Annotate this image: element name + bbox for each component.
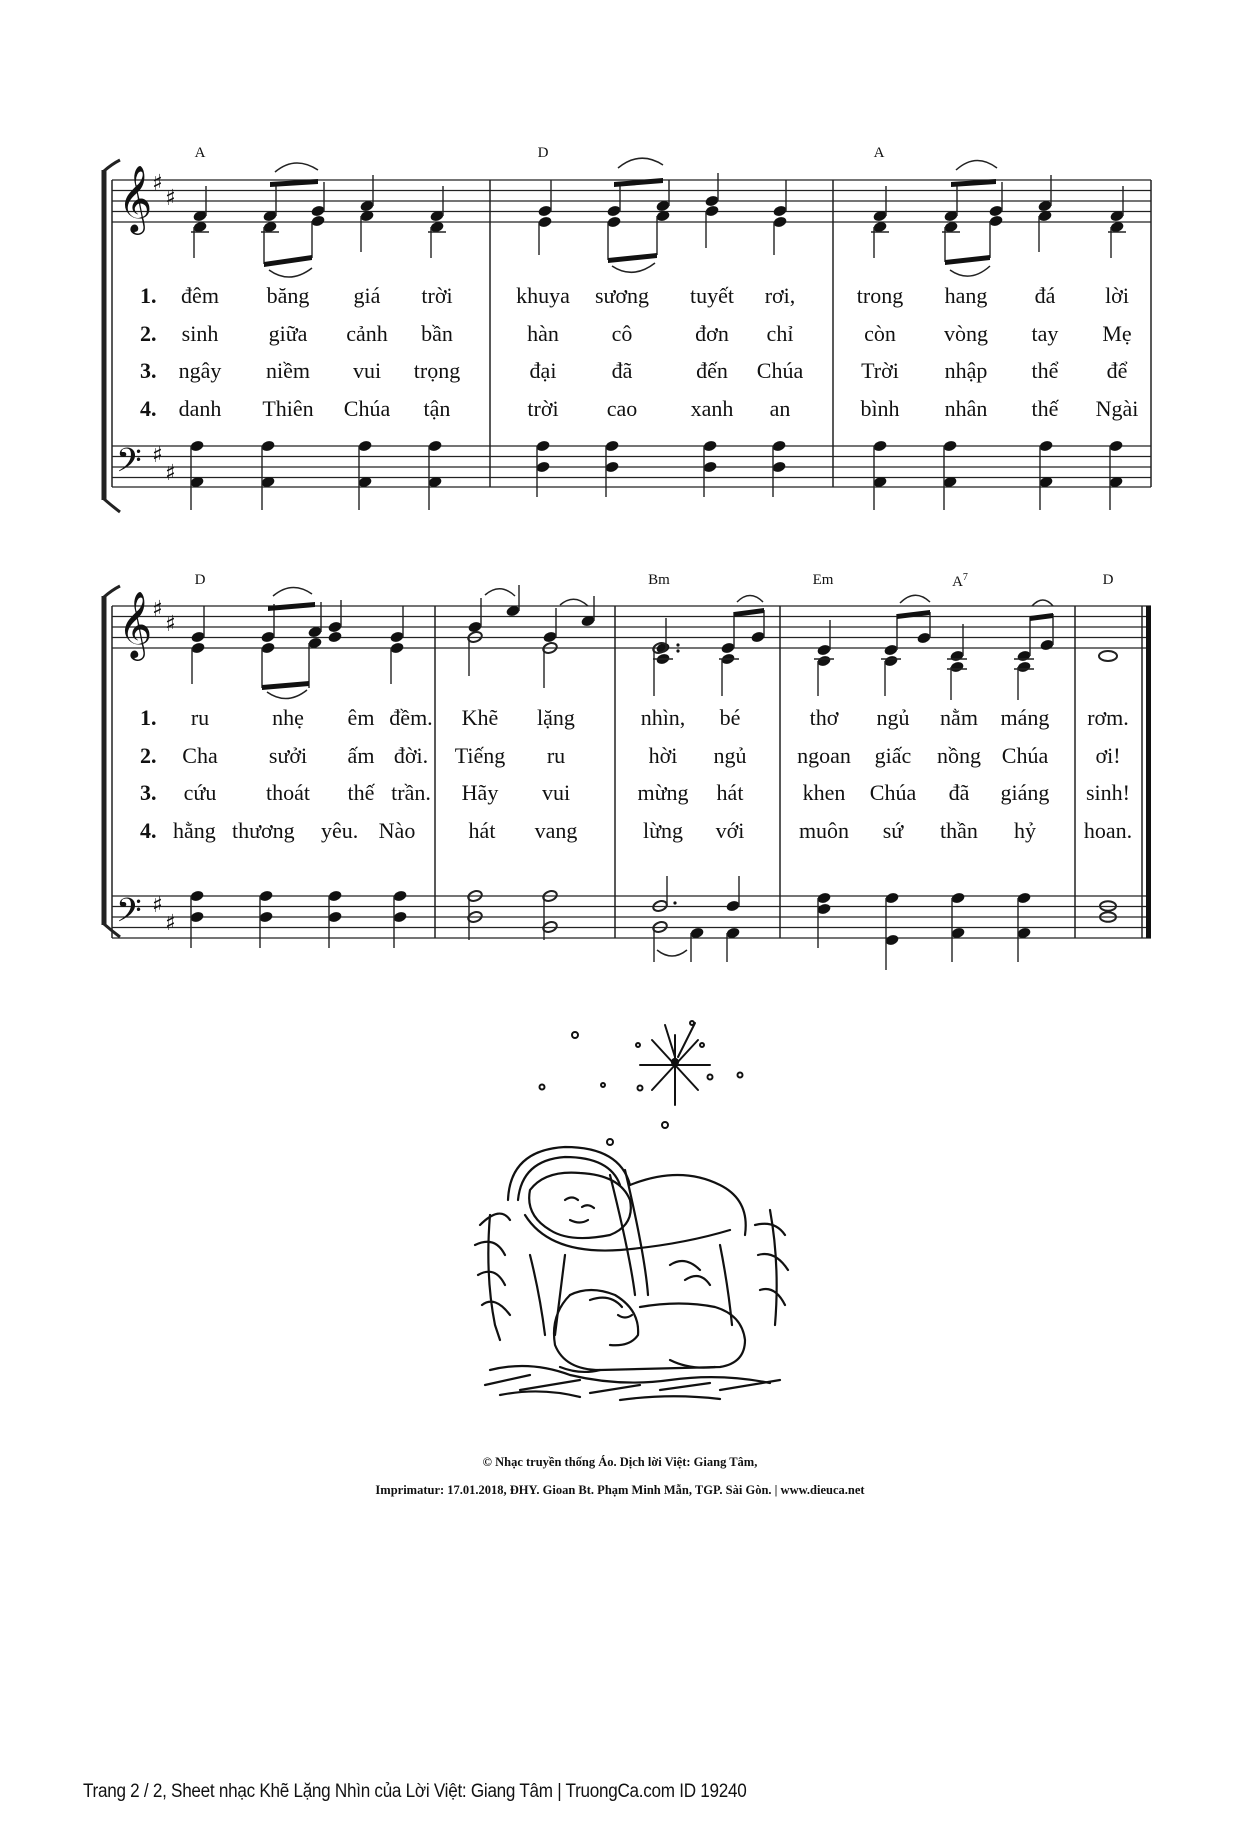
key-signature-sharps: ♯ <box>152 171 163 196</box>
lyric-syllable: nồng <box>937 743 981 768</box>
lyric-syllable: Nào <box>378 818 416 843</box>
lyric-syllable: rơm. <box>1087 705 1129 730</box>
lyric-syllable: ru <box>546 743 566 768</box>
lyric-syllable: băng <box>266 283 310 308</box>
lyric-syllable: còn <box>864 321 896 346</box>
lyric-syllable: sương <box>594 283 650 308</box>
lyric-syllable: đến <box>696 358 728 383</box>
lyric-syllable: Trời <box>861 358 899 383</box>
lyric-syllable: ngủ <box>876 705 910 730</box>
lyric-syllable: bé <box>719 705 741 730</box>
chord-symbol: Bm <box>648 572 670 588</box>
lyric-syllable: tận <box>423 396 451 421</box>
lyric-syllable: lặng <box>537 705 575 730</box>
final-barline <box>1146 606 1151 938</box>
lyric-syllable: sinh <box>181 321 219 346</box>
lyric-syllable: Ngài <box>1095 396 1139 421</box>
lyric-syllable: cứu <box>183 780 217 805</box>
lyric-syllable: đã <box>611 358 633 383</box>
chord-symbol: D <box>1102 572 1114 588</box>
lyric-syllable: đêm <box>181 283 219 308</box>
lyric-syllable: ơi! <box>1095 743 1121 768</box>
lyric-syllable: để <box>1106 358 1128 383</box>
svg-text:♯: ♯ <box>165 612 176 637</box>
lyric-syllable: máng <box>1000 705 1050 730</box>
lyric-syllable: vui <box>541 780 571 805</box>
lyric-syllable: thoát <box>266 780 310 805</box>
system-2-notation <box>104 585 1151 970</box>
lyric-syllable: đời. <box>393 743 429 768</box>
verse-number: 3. <box>140 358 157 383</box>
lyric-syllable: chỉ <box>766 321 794 346</box>
lyric-syllable: nhân <box>944 396 988 421</box>
lyric-syllable: hằng <box>173 818 216 843</box>
lyric-syllable: sinh! <box>1086 780 1130 805</box>
lyric-syllable: sứ <box>882 818 904 843</box>
nativity-illustration <box>470 995 800 1405</box>
lyric-syllable: Chúa <box>343 396 391 421</box>
lyric-syllable: khuya <box>516 283 570 308</box>
lyric-syllable: hang <box>944 283 988 308</box>
lyric-syllable: nhập <box>944 358 988 383</box>
lyric-syllable: giữa <box>268 321 308 346</box>
lyric-syllable: Cha <box>182 743 218 768</box>
lyric-syllable: Chúa <box>756 358 804 383</box>
lyric-syllable: ngây <box>178 358 222 383</box>
lyric-syllable: sưởi <box>268 743 308 768</box>
svg-text:𝄞: 𝄞 <box>118 590 153 658</box>
verse-number: 4. <box>140 396 157 421</box>
bethlehem-star-icon <box>640 1023 710 1105</box>
lyric-syllable: Thiên <box>262 396 314 421</box>
lyric-syllable: đá <box>1034 283 1056 308</box>
verse-number: 3. <box>140 780 157 805</box>
lyric-syllable: bình <box>860 396 900 421</box>
lyric-syllable: cao <box>606 396 638 421</box>
lyric-syllable: muôn <box>798 818 850 843</box>
treble-notes <box>192 194 1124 233</box>
lyric-syllable: cảnh <box>346 321 388 346</box>
lamb <box>554 1290 745 1372</box>
lyric-syllable: xanh <box>690 396 734 421</box>
svg-text:♯: ♯ <box>152 443 163 468</box>
lyric-syllable: mừng <box>637 780 689 805</box>
lyric-syllable: niềm <box>266 358 310 383</box>
chord-symbol: D <box>194 572 206 588</box>
svg-text:♯: ♯ <box>165 186 176 211</box>
lyric-syllable: tuyết <box>690 283 734 308</box>
lyric-syllable: Chúa <box>869 780 917 805</box>
lyric-syllable: cô <box>611 321 633 346</box>
svg-text:♯: ♯ <box>165 461 176 486</box>
chord-symbol: Em <box>812 572 834 588</box>
lyric-syllable: bần <box>421 321 453 346</box>
lyric-syllable: trong <box>856 283 904 308</box>
verse-number: 4. <box>140 818 157 843</box>
svg-text:♯: ♯ <box>165 911 176 936</box>
lyric-syllable: hát <box>468 818 496 843</box>
lyric-syllable: Hãy <box>461 780 499 805</box>
chord-symbol: D <box>537 145 549 161</box>
lyric-syllable: thần <box>940 818 978 843</box>
lyric-syllable: với <box>715 818 745 843</box>
lyric-syllable: khen <box>802 780 846 805</box>
lyric-syllable: trời <box>421 283 453 308</box>
lyric-syllable: danh <box>178 396 222 421</box>
chord-symbol: $A^7$ <box>952 572 968 590</box>
lyric-syllable: êm <box>347 705 375 730</box>
lyric-syllable: đềm. <box>389 705 433 730</box>
sleeping-infant <box>525 1170 746 1295</box>
svg-text:𝄢: 𝄢 <box>116 892 142 938</box>
lyric-syllable: an <box>769 396 791 421</box>
lyric-syllable: yêu. <box>321 818 359 843</box>
verse-number: 2. <box>140 321 157 346</box>
lyric-syllable: thể <box>1031 358 1059 383</box>
lyric-syllable: nhìn, <box>640 705 686 730</box>
lyric-syllable: hoan. <box>1083 818 1133 843</box>
verse-number: 1. <box>140 705 157 730</box>
lyric-syllable: lừng <box>642 818 684 843</box>
lyric-syllable: tay <box>1031 321 1059 346</box>
lyric-syllable: ấm <box>347 743 375 768</box>
lyric-syllable: nhẹ <box>272 705 304 730</box>
lyric-syllable: ngoan <box>797 743 851 768</box>
chord-symbol: A <box>873 145 885 161</box>
ground-straw <box>485 1366 780 1400</box>
lyric-syllable: nằm <box>940 705 978 730</box>
lyric-syllable: giáng <box>1000 780 1050 805</box>
lyric-syllable: Tiếng <box>454 743 506 768</box>
lyric-syllable: đơn <box>695 321 729 346</box>
lyric-syllable: vang <box>534 818 578 843</box>
verse-number: 2. <box>140 743 157 768</box>
svg-text:♯: ♯ <box>152 597 163 622</box>
lyric-syllable: Mẹ <box>1102 321 1132 346</box>
lyric-syllable: trần. <box>391 780 431 805</box>
lyric-syllable: hời <box>648 743 678 768</box>
lyric-syllable: thế <box>347 780 375 805</box>
treble-clef-icon: 𝄞 <box>118 164 153 232</box>
lyric-syllable: thế <box>1031 396 1059 421</box>
lyric-syllable: trời <box>527 396 559 421</box>
lyric-syllable: ru <box>190 705 210 730</box>
page-footer: Trang 2 / 2, Sheet nhạc Khẽ Lặng Nhìn của Lời Việt: Giang Tâm | TruongCa.com ID 19240 <box>83 1781 747 1802</box>
lyric-syllable: vòng <box>944 321 988 346</box>
credits-block <box>0 1448 1240 1504</box>
lyric-syllable: hát <box>716 780 744 805</box>
lyric-syllable: giấc <box>874 743 912 768</box>
lyric-syllable: trọng <box>413 358 461 383</box>
lyric-syllable: Chúa <box>1001 743 1049 768</box>
lyric-syllable: đại <box>529 358 557 383</box>
credits-line-1: © Nhạc truyền thống Áo. Dịch lời Việt: Giang Tâm, <box>482 1455 758 1469</box>
credits-line-2: Imprimatur: 17.01.2018, ĐHY. Gioan Bt. Phạm Minh Mẫn, TGP. Sài Gòn. | www.dieuca.net <box>375 1483 865 1497</box>
lyric-syllable: thương <box>232 818 295 843</box>
lyric-syllable: hàn <box>527 321 559 346</box>
svg-text:♯: ♯ <box>152 893 163 918</box>
lyric-syllable: giá <box>353 283 381 308</box>
lyric-syllable: đã <box>948 780 970 805</box>
lyric-syllable: vui <box>352 358 382 383</box>
lyric-syllable: lời <box>1105 283 1129 308</box>
verse-number: 1. <box>140 283 157 308</box>
small-stars <box>540 1021 743 1145</box>
lyric-syllable: hỷ <box>1014 818 1036 843</box>
lyric-syllable: rơi, <box>764 283 796 308</box>
lyric-syllable: ngủ <box>713 743 747 768</box>
chord-symbol: A <box>194 145 206 161</box>
bass-clef-icon: 𝄢 <box>116 442 142 488</box>
lyric-syllable: thơ <box>809 705 839 730</box>
lyric-syllable: Khẽ <box>461 705 499 730</box>
